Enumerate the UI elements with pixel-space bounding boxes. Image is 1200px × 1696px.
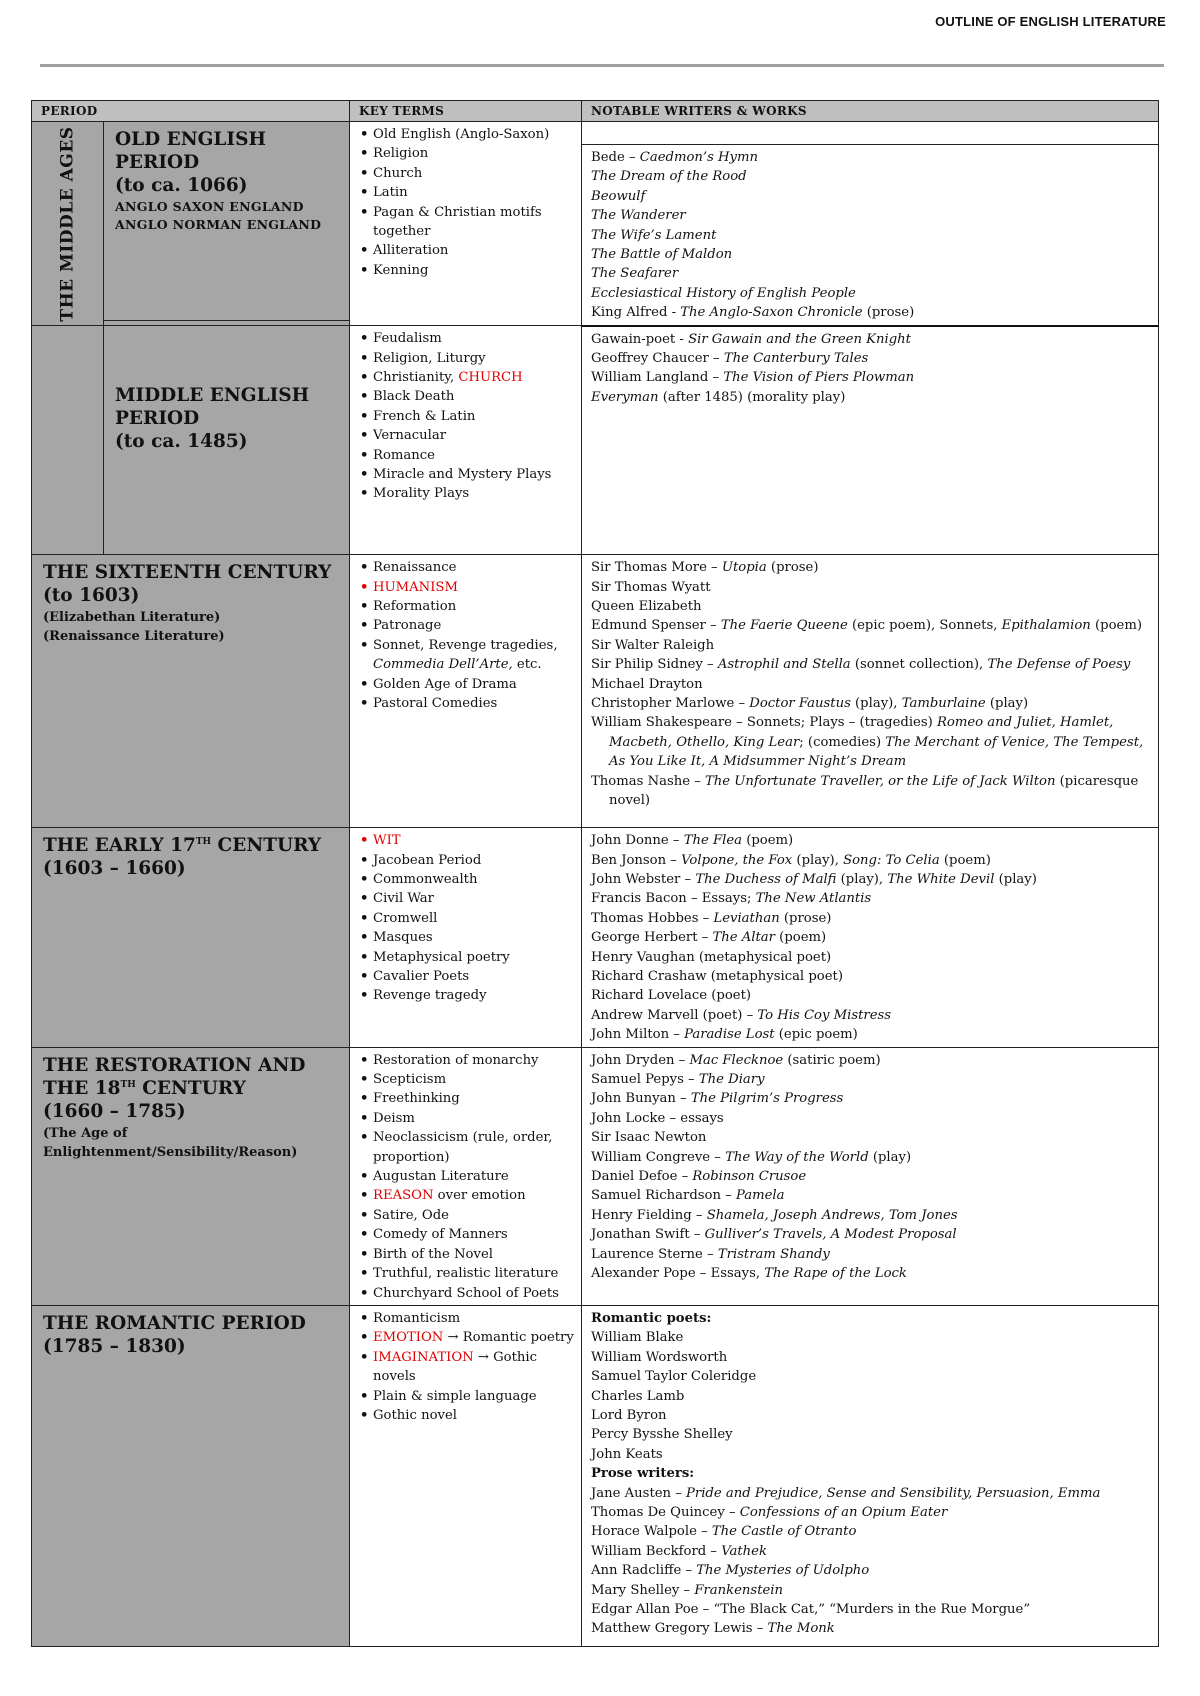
key-term-item: • Plain & simple language — [358, 1387, 575, 1406]
middle-ages-label-cont — [32, 326, 104, 555]
period-subtitle: (Elizabethan Literature) — [43, 610, 221, 626]
period-cell-old-english — [104, 122, 350, 321]
work-entry: Matthew Gregory Lewis – The Monk — [591, 1621, 835, 1637]
middle-ages-label: THE MIDDLE AGES — [56, 126, 77, 322]
work-entry: William Beckford – Vathek — [591, 1543, 767, 1559]
work-entry: Lord Byron — [591, 1407, 667, 1423]
work-entry: The Wife’s Lament — [591, 227, 717, 243]
key-term-item: • Comedy of Manners — [358, 1225, 575, 1244]
outline-table — [31, 100, 1159, 1647]
key-term-item: • Truthful, realistic literature — [358, 1264, 575, 1283]
work-entry: Samuel Pepys – The Diary — [591, 1072, 765, 1088]
work-entry: William Langland – The Vision of Piers Plowman — [591, 370, 915, 386]
key-term-item: • Christianity, CHURCH — [358, 368, 575, 387]
work-entry: William Congreve – The Way of the World (play) — [591, 1149, 912, 1165]
works-restoration — [582, 1047, 1159, 1305]
key-term-item: • Religion, Liturgy — [358, 349, 575, 368]
work-entry: The Wanderer — [591, 208, 686, 224]
period-years: (1785 – 1830) — [43, 1335, 186, 1357]
key-term-item: • Vernacular — [358, 426, 575, 445]
key-term-item: • Romance — [358, 446, 575, 465]
key-term-item: • Pagan & Christian motifs together — [358, 203, 575, 242]
table-row — [32, 1305, 1159, 1646]
work-entry: Richard Crashaw (metaphysical poet) — [591, 969, 843, 984]
key-terms-romantic — [350, 1305, 582, 1646]
work-entry: Thomas Hobbes – Leviathan (prose) — [591, 910, 832, 926]
period-years: (1603 – 1660) — [43, 858, 186, 880]
period-title: THE RESTORATION AND — [43, 1054, 306, 1076]
key-term-item: • Feudalism — [358, 329, 575, 348]
work-entry: Edgar Allan Poe – “The Black Cat,” “Murders in the Rue Morgue” — [591, 1602, 1031, 1617]
work-entry: George Herbert – The Altar (poem) — [591, 930, 827, 946]
work-entry: Mary Shelley – Frankenstein — [591, 1582, 784, 1598]
work-entry: Alexander Pope – Essays, The Rape of the Lock — [591, 1266, 907, 1282]
key-term-item: • Latin — [358, 183, 575, 202]
period-years: (to ca. 1066) — [115, 175, 248, 196]
period-title: THE SIXTEENTH CENTURY — [43, 562, 332, 584]
key-term-item: • Old English (Anglo-Saxon) — [358, 125, 575, 144]
work-entry: John Milton – Paradise Lost (epic poem) — [591, 1027, 858, 1043]
works-subheading: Romantic poets: — [591, 1310, 712, 1326]
key-terms-restoration — [350, 1047, 582, 1305]
period-title: MIDDLE ENGLISH — [115, 385, 310, 407]
key-term-item: • Neoclassicism (rule, order, proportion) — [358, 1128, 575, 1167]
works-romantic — [582, 1305, 1159, 1646]
work-entry: John Webster – The Duchess of Malfi (play), The White Devil (play) — [591, 871, 1037, 887]
works-spacer — [582, 122, 1159, 145]
key-term-item: • Reformation — [358, 597, 575, 616]
work-entry: Thomas Nashe – The Unfortunate Traveller, or the Life of Jack Wilton (picaresque novel) — [591, 773, 1139, 809]
work-entry: Gawain-poet - Sir Gawain and the Green Knight — [591, 331, 911, 347]
header-divider — [40, 64, 1164, 67]
work-entry: King Alfred - The Anglo-Saxon Chronicle (prose) — [591, 305, 915, 321]
key-term-item: • Kenning — [358, 261, 575, 280]
period-cell-restoration — [32, 1047, 350, 1305]
work-entry: Jane Austen – Pride and Prejudice, Sense and Sensibility, Persuasion, Emma — [591, 1485, 1101, 1501]
key-term-item: • Birth of the Novel — [358, 1245, 575, 1264]
key-term-item: • Miracle and Mystery Plays — [358, 465, 575, 484]
work-entry: Ann Radcliffe – The Mysteries of Udolpho — [591, 1563, 870, 1579]
work-entry: Beowulf — [591, 188, 646, 204]
works-early-17th-century — [582, 828, 1159, 1047]
key-term-item: • EMOTION → Romantic poetry — [358, 1328, 575, 1347]
key-term-item: • REASON over emotion — [358, 1186, 575, 1205]
key-term-item: • Cromwell — [358, 909, 575, 928]
key-term-item: • Augustan Literature — [358, 1167, 575, 1186]
work-entry: The Seafarer — [591, 266, 679, 282]
works-middle-english — [582, 326, 1159, 555]
work-entry: Francis Bacon – Essays; The New Atlantis — [591, 891, 872, 907]
work-entry: Sir Thomas More – Utopia (prose) — [591, 560, 819, 576]
period-title: PERIOD — [115, 408, 200, 430]
key-term-item: • Satire, Ode — [358, 1206, 575, 1225]
works-old-english — [582, 145, 1159, 326]
works-sixteenth-century — [582, 555, 1159, 828]
period-subtitle: (Renaissance Literature) — [43, 629, 225, 645]
column-header-key-terms: KEY TERMS — [350, 101, 582, 122]
work-entry: Sir Philip Sidney – Astrophil and Stella (sonnet collection), The Defense of Poesy — [591, 657, 1131, 673]
key-term-item: • Masques — [358, 928, 575, 947]
work-entry: William Wordsworth — [591, 1349, 728, 1365]
key-term-item: • Scepticism — [358, 1070, 575, 1089]
work-entry: Samuel Richardson – Pamela — [591, 1188, 785, 1204]
table-row — [32, 122, 1159, 145]
work-entry: Andrew Marvell (poet) – To His Coy Mistress — [591, 1007, 892, 1023]
key-term-item: • Metaphysical poetry — [358, 948, 575, 967]
work-entry: Queen Elizabeth — [591, 598, 702, 614]
key-term-item: • Commonwealth — [358, 870, 575, 889]
work-entry: Daniel Defoe – Robinson Crusoe — [591, 1169, 807, 1185]
period-subtitle: (The Age of — [43, 1125, 128, 1141]
key-term-item: • Religion — [358, 144, 575, 163]
table-row — [32, 828, 1159, 1047]
column-header-period: PERIOD — [32, 101, 350, 122]
work-entry: William Shakespeare – Sonnets; Plays – (tragedies) Romeo and Juliet, Hamlet, Macbeth, Othello, King Lear; (comedies) The Merchant of Venice, The Tempest, As You Like It, A Midsummer Night’s Dream — [591, 715, 1144, 770]
key-term-item: • Romanticism — [358, 1309, 575, 1328]
column-header-writers-works: NOTABLE WRITERS & WORKS — [582, 101, 1159, 122]
middle-ages-label-cell — [32, 122, 104, 326]
work-entry: Sir Walter Raleigh — [591, 637, 715, 653]
table-row — [32, 326, 1159, 555]
key-term-item: • HUMANISM — [358, 578, 575, 597]
work-entry: Edmund Spenser – The Faerie Queene (epic poem), Sonnets, Epithalamion (poem) — [591, 618, 1142, 634]
work-entry: Bede – Caedmon’s Hymn — [591, 150, 758, 165]
key-term-item: • Patronage — [358, 616, 575, 635]
key-term-item: • Revenge tragedy — [358, 986, 575, 1005]
key-term-item: • Churchyard School of Poets — [358, 1284, 575, 1303]
table-row — [32, 555, 1159, 828]
work-entry: The Battle of Maldon — [591, 247, 733, 263]
key-term-item: • Renaissance — [358, 558, 575, 577]
period-years: (to ca. 1485) — [115, 431, 248, 453]
key-term-item: • Deism — [358, 1109, 575, 1128]
work-entry: John Keats — [591, 1446, 663, 1462]
key-term-item: • Jacobean Period — [358, 851, 575, 870]
work-entry: Percy Bysshe Shelley — [591, 1427, 733, 1443]
key-term-item: • Morality Plays — [358, 484, 575, 503]
period-cell-early-17th-century — [32, 828, 350, 1047]
work-entry: Sir Thomas Wyatt — [591, 579, 711, 595]
period-cell-middle-english — [104, 326, 350, 555]
period-cell-romantic — [32, 1305, 350, 1646]
period-title: THE EARLY 17TH CENTURY — [43, 835, 322, 857]
work-entry: Ben Jonson – Volpone, the Fox (play), Song: To Celia (poem) — [591, 852, 991, 868]
document-title: OUTLINE OF ENGLISH LITERATURE — [935, 14, 1166, 29]
work-entry: Jonathan Swift – Gulliver’s Travels, A Modest Proposal — [591, 1227, 957, 1243]
key-term-item: • Civil War — [358, 889, 575, 908]
key-term-item: • Golden Age of Drama — [358, 675, 575, 694]
work-entry: Samuel Taylor Coleridge — [591, 1369, 757, 1385]
work-entry: John Donne – The Flea (poem) — [591, 833, 794, 849]
period-title: THE 18TH CENTURY — [43, 1077, 246, 1099]
work-entry: Henry Fielding – Shamela, Joseph Andrews, Tom Jones — [591, 1207, 958, 1223]
work-entry: Henry Vaughan (metaphysical poet) — [591, 949, 832, 965]
work-entry: Charles Lamb — [591, 1388, 685, 1404]
work-entry: John Dryden – Mac Flecknoe (satiric poem) — [591, 1052, 881, 1068]
period-cell-sixteenth-century — [32, 555, 350, 828]
key-term-item: • Church — [358, 164, 575, 183]
period-title: THE ROMANTIC PERIOD — [43, 1312, 306, 1334]
period-title: OLD ENGLISH PERIOD — [115, 129, 266, 173]
key-term-item: • Alliteration — [358, 241, 575, 260]
key-term-item: • Sonnet, Revenge tragedies, Commedia Dell’Arte, etc. — [358, 636, 575, 675]
period-years: (to 1603) — [43, 585, 140, 607]
work-entry: Geoffrey Chaucer – The Canterbury Tales — [591, 351, 869, 367]
key-term-item: • Freethinking — [358, 1089, 575, 1108]
key-term-item: • Gothic novel — [358, 1406, 575, 1425]
work-entry: Ecclesiastical History of English People — [591, 285, 856, 301]
period-subtitle: ANGLO NORMAN ENGLAND — [115, 217, 322, 232]
work-entry: John Bunyan – The Pilgrim’s Progress — [591, 1091, 844, 1107]
work-entry: John Locke – essays — [591, 1110, 724, 1126]
key-terms-old-english — [350, 122, 582, 326]
work-entry: Thomas De Quincey – Confessions of an Opium Eater — [591, 1504, 948, 1520]
work-entry: Sir Isaac Newton — [591, 1130, 707, 1146]
work-entry: The Dream of the Rood — [591, 169, 747, 185]
table-header-row — [32, 101, 1159, 122]
period-years: (1660 – 1785) — [43, 1100, 186, 1122]
key-term-item: • WIT — [358, 831, 575, 850]
key-term-item: • French & Latin — [358, 407, 575, 426]
work-entry: Laurence Sterne – Tristram Shandy — [591, 1246, 830, 1262]
key-term-item: • Pastoral Comedies — [358, 694, 575, 713]
period-subtitle: ANGLO SAXON ENGLAND — [115, 199, 304, 214]
work-entry: Everyman (after 1485) (morality play) — [591, 389, 846, 405]
works-subheading: Prose writers: — [591, 1466, 695, 1482]
key-terms-early-17th-century — [350, 828, 582, 1047]
table-row — [32, 1047, 1159, 1305]
key-term-item: • Black Death — [358, 387, 575, 406]
work-entry: Christopher Marlowe – Doctor Faustus (play), Tamburlaine (play) — [591, 696, 1029, 711]
work-entry: William Blake — [591, 1330, 684, 1346]
key-term-item: • Restoration of monarchy — [358, 1051, 575, 1070]
key-term-item: • Cavalier Poets — [358, 967, 575, 986]
key-term-item: • IMAGINATION → Gothic novels — [358, 1348, 575, 1387]
key-terms-middle-english — [350, 326, 582, 555]
work-entry: Michael Drayton — [591, 676, 703, 692]
period-subtitle: Enlightenment/Sensibility/Reason) — [43, 1144, 298, 1160]
key-terms-sixteenth-century — [350, 555, 582, 828]
work-entry: Horace Walpole – The Castle of Otranto — [591, 1524, 857, 1540]
work-entry: Richard Lovelace (poet) — [591, 988, 752, 1004]
